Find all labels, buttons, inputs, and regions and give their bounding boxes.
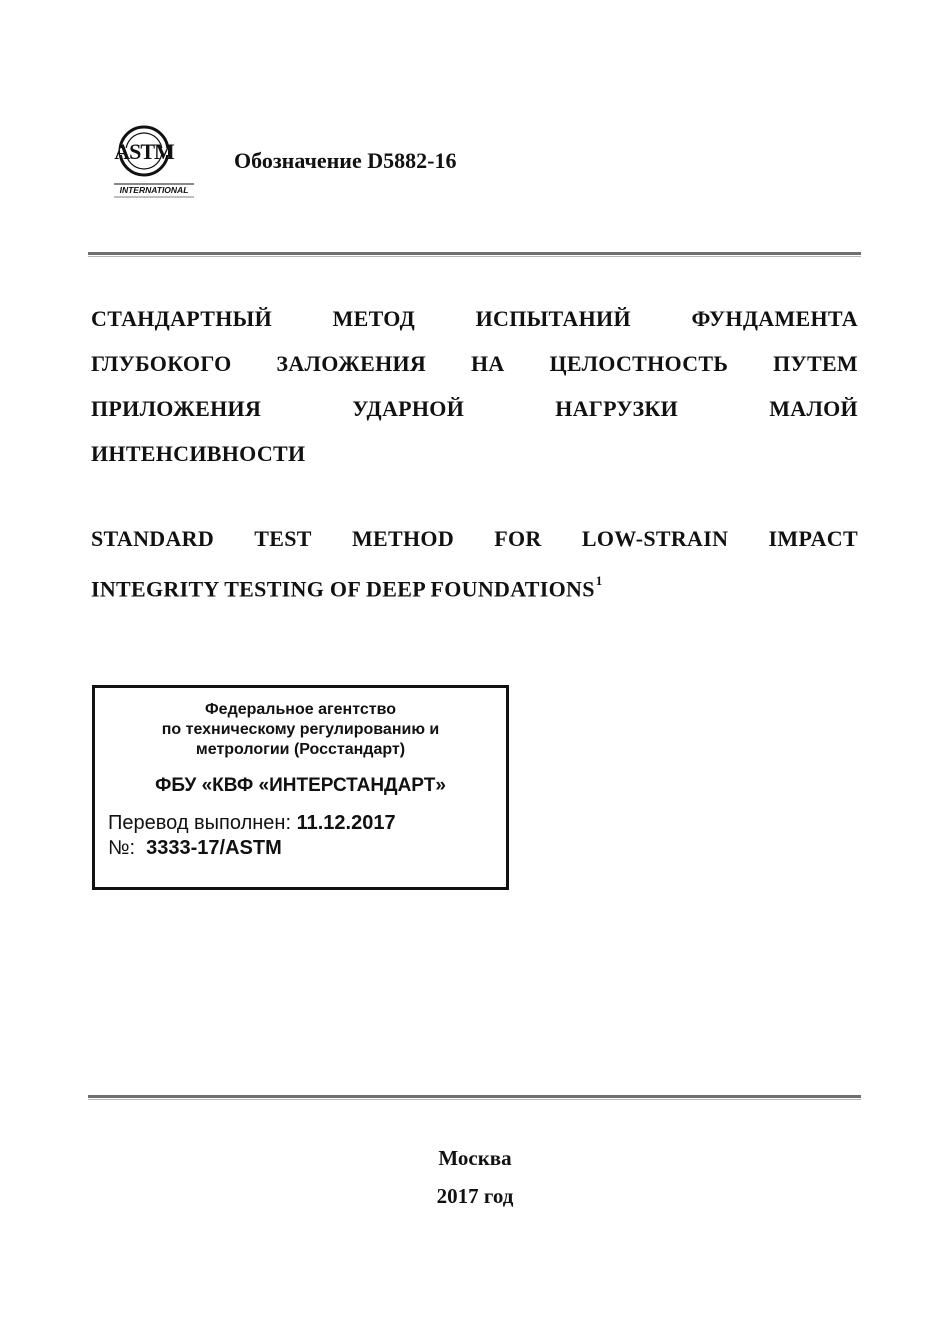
title-word: ФУНДАМЕНТА bbox=[691, 306, 858, 331]
title-word: ПРИЛОЖЕНИЯ bbox=[91, 396, 262, 421]
title-word: INTEGRITY TESTING OF DEEP FOUNDATIONS bbox=[91, 576, 595, 602]
title-ru-line bbox=[91, 431, 858, 476]
translation-date-row bbox=[108, 811, 506, 836]
document-designation: Обозначение D5882-16 bbox=[234, 148, 457, 173]
bottom-divider bbox=[88, 1095, 861, 1100]
title-word: LOW-STRAIN bbox=[581, 526, 729, 551]
agency-line: по техническому регулированию и bbox=[161, 721, 440, 738]
title-word: МАЛОЙ bbox=[769, 396, 858, 421]
logo-text: ASTM bbox=[114, 139, 174, 164]
footnote-marker: 1 bbox=[595, 573, 603, 588]
organization-name: ФБУ «КВФ «ИНТЕРСТАНДАРТ» bbox=[155, 775, 446, 796]
translation-meta bbox=[108, 811, 506, 861]
title-word: ЗАЛОЖЕНИЯ bbox=[276, 351, 427, 376]
agency-line: метрологии (Росстандарт) bbox=[195, 741, 406, 758]
city: Москва bbox=[438, 1146, 512, 1170]
title-ru-line bbox=[91, 341, 858, 386]
title-english bbox=[91, 516, 858, 606]
title-word: МЕТОД bbox=[332, 306, 416, 331]
title-word: НА bbox=[471, 351, 505, 376]
title-ru-line bbox=[91, 296, 858, 341]
agency-name bbox=[95, 700, 506, 760]
title-ru-line bbox=[91, 386, 858, 431]
title-word: STANDARD bbox=[91, 526, 215, 551]
year: 2017 год bbox=[436, 1184, 514, 1208]
title-word: TEST bbox=[254, 526, 312, 551]
title-word: УДАРНОЙ bbox=[352, 396, 465, 421]
title-word: СТАНДАРТНЫЙ bbox=[91, 306, 272, 331]
title-word: ИНТЕНСИВНОСТИ bbox=[91, 441, 306, 466]
title-word: IMPACT bbox=[768, 526, 858, 551]
title-word: ПУТЕМ bbox=[773, 351, 858, 376]
number-value: 3333-17/ASTM bbox=[146, 837, 282, 859]
logo-subtext: INTERNATIONAL bbox=[119, 185, 189, 195]
top-divider bbox=[88, 252, 861, 257]
title-word: METHOD bbox=[351, 526, 455, 551]
title-word: НАГРУЗКИ bbox=[555, 396, 679, 421]
agency-line: Федеральное агентство bbox=[205, 701, 396, 718]
number-label: №: bbox=[108, 837, 136, 859]
astm-logo bbox=[110, 122, 200, 200]
title-word: ЦЕЛОСТНОСТЬ bbox=[549, 351, 729, 376]
title-word: ГЛУБОКОГО bbox=[91, 351, 232, 376]
title-russian bbox=[91, 296, 858, 476]
title-en-last bbox=[91, 561, 603, 606]
title-en-line bbox=[91, 516, 858, 561]
translated-label: Перевод выполнен: bbox=[108, 812, 292, 834]
title-word: ИСПЫТАНИЙ bbox=[475, 306, 631, 331]
translation-stamp bbox=[92, 685, 509, 890]
title-en-line bbox=[91, 561, 858, 606]
translated-date: 11.12.2017 bbox=[296, 812, 396, 834]
translation-number-row bbox=[108, 836, 506, 861]
title-word: FOR bbox=[494, 526, 542, 551]
